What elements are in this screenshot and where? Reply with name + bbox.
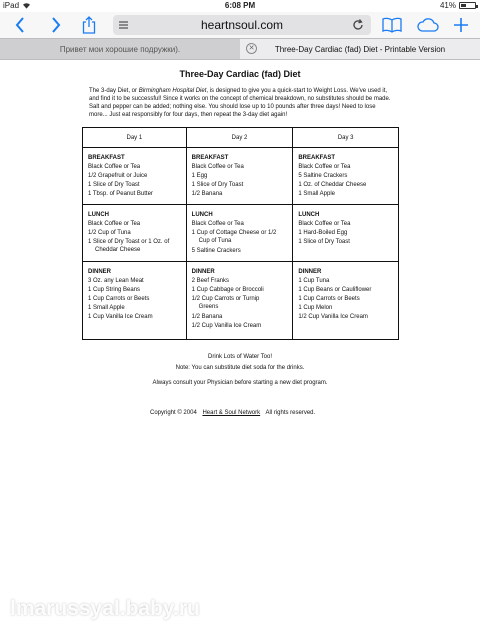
- food-item: 1/2 Banana: [191, 314, 223, 320]
- reload-icon[interactable]: [351, 18, 365, 32]
- diet-table: [82, 127, 399, 340]
- food-item: 1 Cup Carrots or Beets: [298, 296, 360, 302]
- cell-content: [83, 205, 186, 260]
- food-item: 1 Cup Melon: [298, 305, 333, 311]
- food-item: 5 Saltine Crackers: [298, 173, 348, 179]
- share-button[interactable]: [80, 15, 98, 35]
- table-cell: [293, 205, 399, 262]
- food-item: 2 Beef Franks: [191, 278, 230, 284]
- cell-content: [83, 148, 186, 203]
- food-item: 1 Cup Cabbage or Broccoli: [191, 287, 264, 293]
- food-item: 1/2 Cup Vanilla Ice Cream: [191, 323, 262, 329]
- device-name: iPad: [3, 1, 20, 10]
- cell-content: [293, 148, 398, 203]
- heart-soul-link[interactable]: Heart & Soul Network: [202, 410, 261, 416]
- food-item: 1 Egg: [191, 173, 208, 179]
- water-note: Drink Lots of Water Too!: [207, 354, 273, 360]
- table-cell: [293, 262, 399, 340]
- physician-note: Always consult your Physician before starting a new diet program.: [152, 380, 328, 386]
- browser-toolbar: [0, 12, 480, 38]
- cell-content: [293, 262, 398, 326]
- food-item: Black Coffee or Tea: [298, 221, 351, 227]
- cell-content: [187, 262, 293, 335]
- food-item: 3 Oz. any Lean Meat: [88, 278, 144, 284]
- page-content: [0, 60, 480, 639]
- watermark: lmarussyal.baby.ru: [10, 597, 200, 620]
- plus-icon: [453, 17, 469, 33]
- intro-emphasis: Birmingham Hospital Diet: [138, 88, 207, 94]
- tab-2[interactable]: [240, 39, 480, 59]
- food-item: 1 Hard-Boiled Egg: [298, 230, 348, 236]
- intro-part-1: The 3-day Diet, or: [89, 88, 139, 94]
- food-item: 1/2 Cup of Tuna: [88, 230, 131, 236]
- intro-part-2: , is designed to give you a quick-start to Weight Loss. We've used it, and find it to be successful! Since it works on the concept of chemical breakdown, no substitutes should be made. Salt and pepper can be added; nothing else. You should lose up to 10 pounds after three days! Need to lose more... Just eat responsibly for four days, then repeat the 3-day diet again!: [89, 88, 391, 118]
- cell-content: [293, 205, 398, 251]
- meal-label: DINNER: [88, 269, 112, 275]
- chevron-right-icon: [51, 17, 61, 33]
- food-item: 1/2 Grapefruit or Juice: [88, 173, 148, 179]
- meal-label: BREAKFAST: [191, 155, 229, 161]
- battery-icon: [459, 2, 476, 9]
- battery-percent: 41%: [439, 1, 456, 10]
- url-text: heartnsoul.com: [200, 18, 284, 32]
- table-cell: [83, 262, 187, 340]
- column-header: Day 3: [293, 128, 399, 148]
- meal-label: BREAKFAST: [88, 155, 125, 161]
- food-item: 1 Cup of Cottage Cheese or 1/2: [191, 230, 277, 236]
- battery-tip: [476, 5, 478, 8]
- food-item: 1 Tbsp. of Peanut Butter: [88, 191, 153, 197]
- food-item: 1 Slice of Dry Toast: [191, 182, 244, 188]
- food-item: Black Coffee or Tea: [88, 221, 141, 227]
- food-item: 1 Cup Beans or Cauliflower: [298, 287, 372, 293]
- meal-row-dinner: [83, 262, 399, 340]
- food-item: 1 Cup Vanilla Ice Cream: [88, 314, 153, 320]
- table-cell: [186, 205, 293, 262]
- table-cell: [186, 262, 293, 340]
- food-item: Black Coffee or Tea: [298, 164, 351, 170]
- food-item-continued: Greens: [198, 304, 219, 310]
- table-cell: [186, 148, 293, 205]
- food-item: 5 Saltine Crackers: [191, 248, 241, 254]
- copyright: [150, 410, 315, 416]
- food-item: 1 Slice of Dry Toast: [298, 239, 350, 245]
- table-cell: [293, 148, 399, 205]
- column-header: Day 1: [83, 128, 187, 148]
- battery-fill: [461, 4, 466, 7]
- soda-note: Note: You can substitute diet soda for the drinks.: [175, 365, 305, 371]
- address-bar[interactable]: [113, 15, 371, 35]
- close-icon[interactable]: ✕: [246, 43, 257, 54]
- bookmarks-button[interactable]: [381, 15, 403, 35]
- tab-2-label: Three-Day Cardiac (fad) Diet - Printable Version: [274, 44, 446, 54]
- food-item-continued: Cheddar Cheese: [95, 247, 141, 253]
- status-right: [440, 1, 476, 10]
- share-icon: [82, 16, 96, 34]
- meal-label: BREAKFAST: [298, 155, 335, 161]
- food-item: Black Coffee or Tea: [191, 221, 244, 227]
- meal-row-breakfast: [83, 148, 399, 205]
- food-item: 1/2 Banana: [191, 191, 223, 197]
- meal-label: LUNCH: [298, 212, 320, 218]
- food-item: 1 Slice of Dry Toast: [88, 182, 140, 188]
- food-item: 1 Oz. of Cheddar Cheese: [298, 182, 367, 188]
- back-button[interactable]: [12, 15, 28, 35]
- cell-content: [187, 205, 293, 260]
- tab-bar: [0, 38, 480, 60]
- cell-content: [187, 148, 293, 203]
- food-item: 1/2 Cup Carrots or Turnip: [191, 296, 260, 302]
- food-item: 1/2 Cup Vanilla Ice Cream: [298, 314, 368, 320]
- column-header: Day 2: [186, 128, 293, 148]
- cloud-icon: [417, 18, 439, 32]
- table-header-row: [83, 128, 399, 148]
- forward-button[interactable]: [48, 15, 64, 35]
- chevron-left-icon: [15, 17, 25, 33]
- food-item: 1 Slice of Dry Toast or 1 Oz. of: [88, 239, 170, 245]
- food-item: 1 Small Apple: [298, 191, 336, 197]
- book-icon: [382, 17, 402, 33]
- food-item: 1 Cup Carrots or Beets: [88, 296, 150, 302]
- food-item: Black Coffee or Tea: [88, 164, 141, 170]
- copyright-suffix: All rights reserved.: [265, 410, 316, 416]
- status-bar: [0, 0, 480, 12]
- meal-label: LUNCH: [88, 212, 109, 218]
- meal-label: LUNCH: [191, 212, 213, 218]
- food-item: 1 Cup Tuna: [298, 278, 330, 284]
- icloud-tabs-button[interactable]: [416, 15, 440, 35]
- table-cell: [83, 148, 187, 205]
- food-item-continued: Cup of Tuna: [198, 238, 232, 244]
- cell-content: [83, 262, 186, 326]
- copyright-prefix: Copyright © 2004: [150, 410, 197, 416]
- food-item: 1 Cup String Beans: [88, 287, 141, 293]
- page-title: Three-Day Cardiac (fad) Diet: [179, 69, 301, 79]
- tab-1[interactable]: Привет мои хорошие подружки).: [0, 39, 240, 59]
- meal-row-lunch: [83, 205, 399, 262]
- diet-table-body: [83, 148, 399, 340]
- intro-paragraph: [89, 87, 391, 119]
- meal-label: DINNER: [298, 269, 322, 275]
- food-item: 1 Small Apple: [88, 305, 125, 311]
- table-cell: [83, 205, 187, 262]
- food-item: Black Coffee or Tea: [191, 164, 244, 170]
- meal-label: DINNER: [191, 269, 215, 275]
- status-time: 6:08 PM: [224, 1, 256, 10]
- new-tab-button[interactable]: [452, 15, 470, 35]
